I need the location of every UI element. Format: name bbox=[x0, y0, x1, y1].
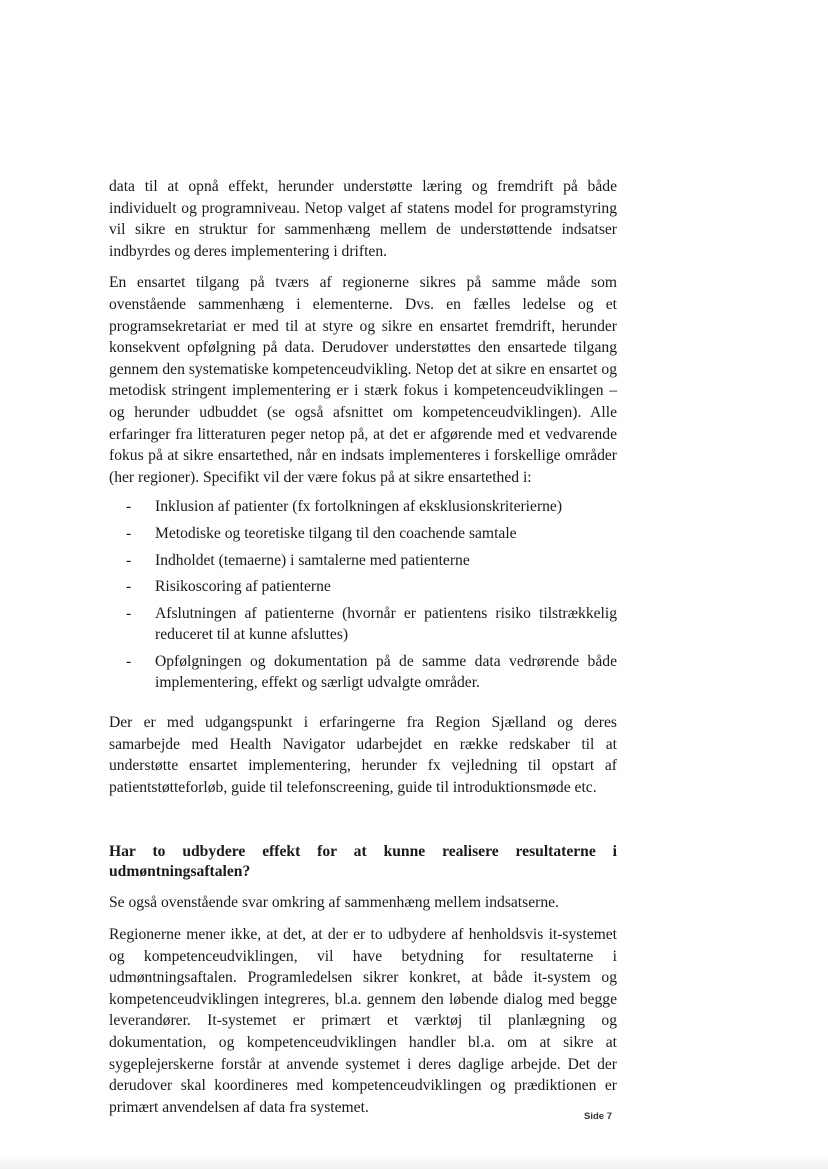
list-item bbox=[109, 651, 617, 694]
list-item bbox=[109, 576, 617, 598]
list-item-text: Inklusion af patienter (fx fortolkningen af eksklusionskriterierne) bbox=[155, 498, 563, 516]
dash-bullet: - bbox=[126, 524, 132, 542]
list-item bbox=[109, 550, 617, 572]
dash-bullet: - bbox=[126, 551, 132, 569]
focus-list bbox=[109, 496, 617, 694]
paragraph-providers: Regionerne mener ikke, at det, at der er to udbydere af henholdsvis it-systemet og kompetenceudviklingen, vil have betydning for resultaterne i udmøntningsaftalen. Programledelsen sikrer konkret, at både it-system og kompetenceudviklingen integreres, bl.a. gennem den løbende dialog med begge leverandører. It-systemet er primært et værktøj til planlægning og dokumentation, og kompetenceudviklingen handler bl.a. om at sikre at sygeplejerskerne forstår at anvende systemet i deres daglige arbejde. Det der derudover skal koordineres med kompetenceudviklingen og prædiktionen er primært anvendelsen af data fra systemet. bbox=[109, 926, 617, 1116]
list-item-text: Metodiske og teoretiske tilgang til den coachende samtale bbox=[155, 524, 517, 542]
list-item bbox=[109, 523, 617, 545]
list-item-text: Opfølgningen og dokumentation på de samme data vedrørende både implementering, effekt og særligt udvalgte områder. bbox=[155, 652, 617, 692]
list-item bbox=[109, 496, 617, 518]
section-heading: Har to udbydere effekt for at kunne realisere resultaterne i udmøntningsaftalen? bbox=[109, 843, 617, 881]
paragraph-see-also: Se også ovenstående svar omkring af sammenhæng mellem indsatserne. bbox=[109, 894, 559, 912]
paragraph-tools: Der er med udgangspunkt i erfaringerne fra Region Sjælland og deres samarbejde med Health Navigator udarbejdet en række redskaber til at understøtte ensartet implementering, herunder fx vejledning til opstart af patientstøtteforløb, guide til telefonscreening, guide til introduktionsmøde etc. bbox=[109, 714, 617, 796]
paragraph-consistency: En ensartet tilgang på tværs af regionerne sikres på samme måde som ovenstående sammenhæng i elementerne. Dvs. en fælles ledelse og et programsekretariat er med til at styre og sikre en ensartet fremdrift, herunder konsekvent opfølgning på data. Derudover understøttes den ensartede tilgang gennem den systematiske kompetenceudvikling. Netop det at sikre en ensartet og metodisk stringent implementering er i stærk fokus i kompetenceudviklingen – og herunder udbuddet (se også afsnittet om kompetenceudviklingen). Alle erfaringer fra litteraturen peger netop på, at det er afgørende med et vedvarende fokus på at sikre ensartethed, når en indsats implementeres i forskellige områder (her regioner). Specifikt vil der være fokus på at sikre ensartethed i: bbox=[109, 274, 617, 486]
dash-bullet: - bbox=[126, 604, 132, 622]
list-item-text: Afslutningen af patienterne (hvornår er patientens risiko tilstrækkelig reduceret til at kunne afsluttes) bbox=[155, 604, 617, 644]
paragraph-intro: data til at opnå effekt, herunder understøtte læring og fremdrift på både individuelt og programniveau. Netop valget af statens model for programstyring vil sikre en struktur for sammenhæng mellem de understøttende indsatser indbyrdes og deres implementering i driften. bbox=[109, 178, 617, 260]
list-item-text: Risikoscoring af patienterne bbox=[155, 578, 331, 596]
dash-bullet: - bbox=[126, 652, 132, 670]
list-item-text: Indholdet (temaerne) i samtalerne med patienterne bbox=[155, 551, 470, 569]
dash-bullet: - bbox=[126, 578, 132, 596]
list-item bbox=[109, 603, 617, 646]
page-number: Side 7 bbox=[584, 1111, 612, 1122]
scan-edge-shade bbox=[0, 1155, 828, 1169]
dash-bullet: - bbox=[126, 498, 132, 516]
page-body bbox=[109, 176, 617, 1118]
